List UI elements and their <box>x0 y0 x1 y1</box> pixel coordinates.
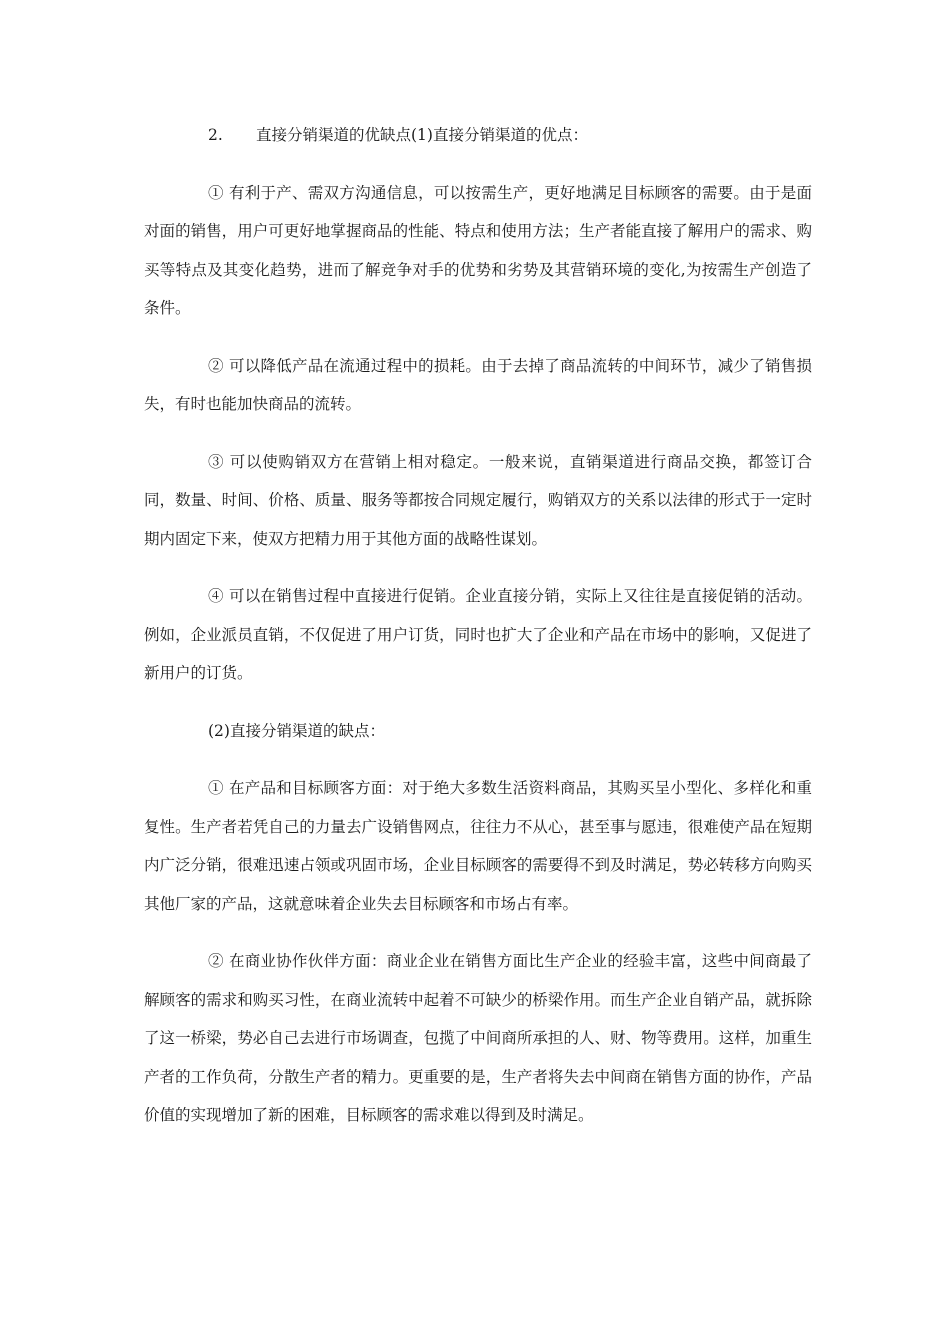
section-number: 2. <box>208 126 223 144</box>
document-body <box>144 116 812 1154</box>
section-heading <box>144 116 812 155</box>
advantage-paragraph-2: ② 可以降低产品在流通过程中的损耗。由于去掉了商品流转的中间环节，减少了销售损失，有时也能加快商品的流转。 <box>144 356 812 413</box>
disadvantage-paragraph-2: ② 在商业协作伙伴方面：商业企业在销售方面比生产企业的经验丰富，这些中间商最了解顾客的需求和购买习性，在商业流转中起着不可缺少的桥梁作用。而生产企业自销产品，就拆除了这一桥梁，势必自己去进行市场调查，包揽了中间商所承担的人、财、物等费用。这样，加重生产者的工作负荷，分散生产者的精力。更重要的是，生产者将失去中间商在销售方面的协作，产品价值的实现增加了新的困难，目标顾客的需求难以得到及时满足。 <box>144 952 812 1124</box>
advantage-paragraph-1: ① 有利于产、需双方沟通信息，可以按需生产，更好地满足目标顾客的需要。由于是面对面的销售，用户可更好地掌握商品的性能、特点和使用方法；生产者能直接了解用户的需求、购买等特点及其变化趋势，进而了解竞争对手的优势和劣势及其营销环境的变化,为按需生产创造了条件。 <box>144 183 812 317</box>
disadvantages-heading: (2)直接分销渠道的缺点： <box>208 721 385 740</box>
section-title: 直接分销渠道的优缺点(1)直接分销渠道的优点： <box>256 126 588 144</box>
advantage-paragraph-3: ③ 可以使购销双方在营销上相对稳定。一般来说，直销渠道进行商品交换，都签订合同，数量、时间、价格、质量、服务等都按合同规定履行，购销双方的关系以法律的形式于一定时期内固定下来，使双方把精力用于其他方面的战略性谋划。 <box>144 452 812 548</box>
advantage-paragraph-4: ④ 可以在销售过程中直接进行促销。企业直接分销，实际上又往往是直接促销的活动。例如，企业派员直销，不仅促进了用户订货，同时也扩大了企业和产品在市场中的影响，又促进了新用户的订货。 <box>144 587 812 682</box>
disadvantage-paragraph-1: ① 在产品和目标顾客方面：对于绝大多数生活资料商品，其购买呈小型化、多样化和重复性。生产者若凭自己的力量去广设销售网点，往往力不从心，甚至事与愿违，很难使产品在短期内广泛分销，很难迅速占领或巩固市场，企业目标顾客的需要得不到及时满足，势必转移方向购买其他厂家的产品，这就意味着企业失去目标顾客和市场占有率。 <box>144 779 812 913</box>
